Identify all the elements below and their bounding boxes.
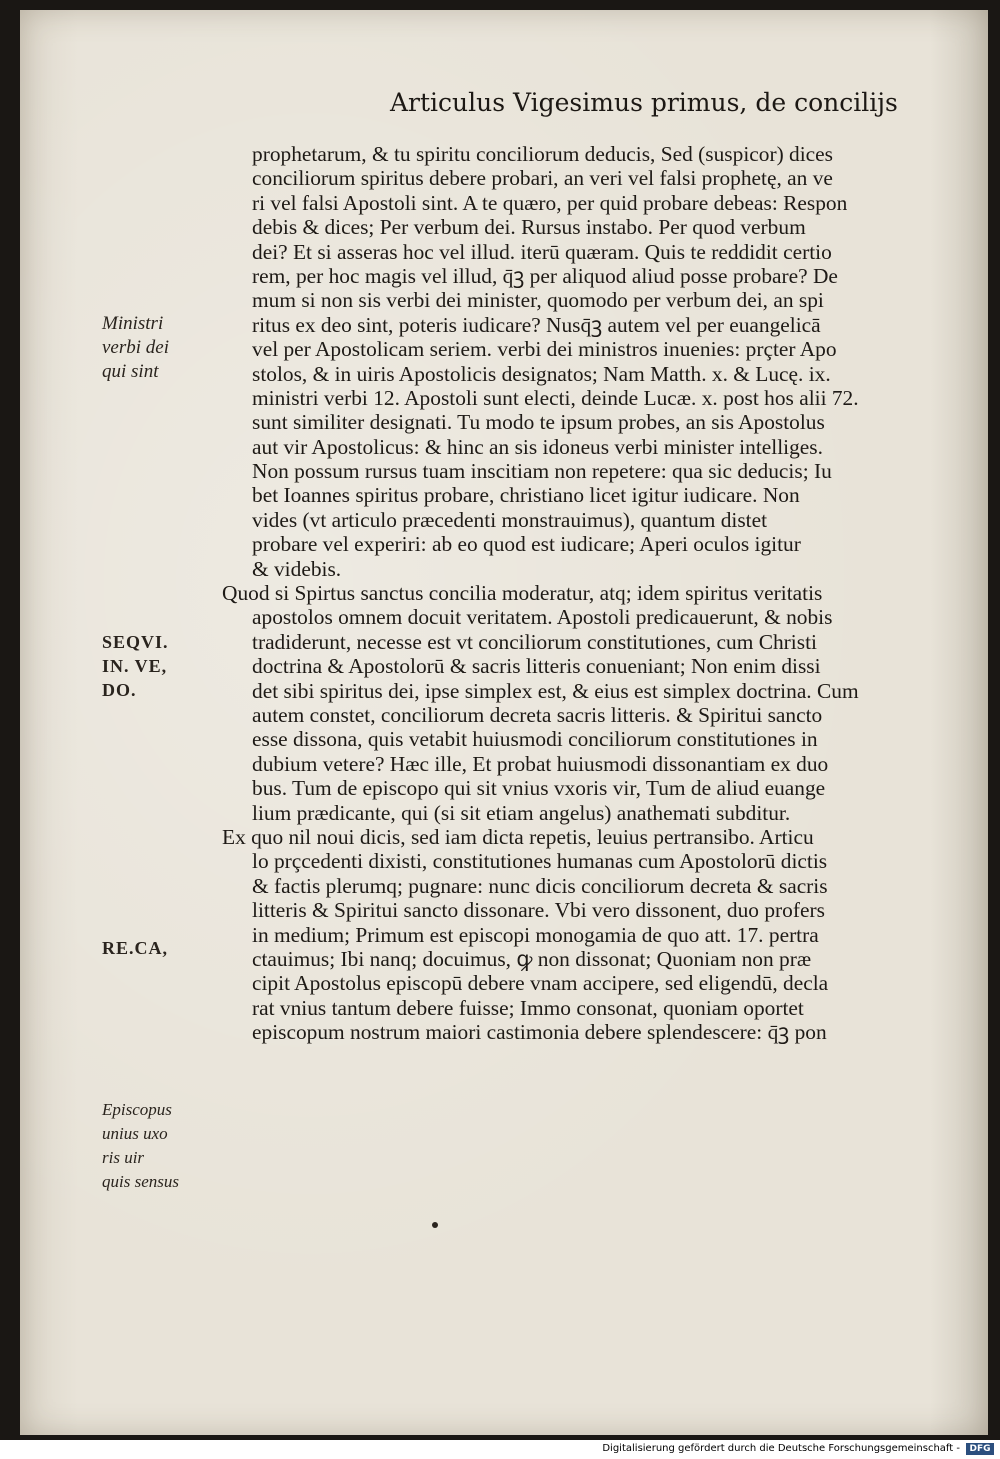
margin-note-ministri xyxy=(102,312,169,384)
margin-note-episcopus xyxy=(102,1098,179,1194)
text-line: autem constet, conciliorum decreta sacris litteris. & Spiritui sancto xyxy=(252,702,823,727)
text-line: doctrina & Apostolorū & sacris litteris conueniant; Non enim dissi xyxy=(252,654,821,679)
running-title: Articulus Vigesimus primus, de concilijs xyxy=(390,88,898,117)
text-line: prophetarum, & tu spiritu conciliorum deducis, Sed (suspicor) dices xyxy=(252,142,833,166)
margin-note-line: verbi dei xyxy=(102,337,170,358)
text-line: debis & dices; Per verbum dei. Rursus instabo. Per quod verbum xyxy=(252,215,806,240)
text-line: det sibi spiritus dei, ipse simplex est, & eius est simplex doctrina. Cum xyxy=(252,678,859,703)
margin-note-line: IN. VE, xyxy=(102,656,168,676)
text-line: apostolos omnem docuit veritatem. Apostoli predicauerunt, & nobis xyxy=(252,605,833,630)
text-line: mum si non sis verbi dei minister, quomodo per verbum dei, an spi xyxy=(252,288,824,313)
text-line: aut vir Apostolicus: & hinc an sis idoneus verbi minister intelliges. xyxy=(252,434,823,459)
text-line: ri vel falsi Apostoli sint. A te quæro, per quid probare debeas: Respon xyxy=(252,190,848,215)
text-line: rat vnius tantum debere fuisse; Immo consonat, quoniam oportet xyxy=(252,995,804,1020)
text-line: lo prçcedenti dixisti, constitutiones humanas cum Apostolorū dictis xyxy=(252,849,828,874)
text-line: stolos, & in uiris Apostolicis designatos; Nam Matth. x. & Lucę. ix. xyxy=(252,361,831,386)
body-text xyxy=(222,142,952,1045)
footer-funding-note: Digitalisierung gefördert durch die Deutsche Forschungsgemeinschaft - xyxy=(602,1443,960,1454)
margin-note-line: ris uir xyxy=(102,1148,145,1167)
text-line: vides (vt articulo præcedenti monstrauimus), quantum distet xyxy=(252,507,768,532)
margin-note-line: qui sint xyxy=(102,361,159,382)
margin-note-recapitulatio xyxy=(102,936,168,960)
text-line: episcopum nostrum maiori castimonia debere splendescere: q̄ꝫ pon xyxy=(252,1020,827,1045)
text-line: ministri verbi 12. Apostoli sunt electi, deinde Lucæ. x. post hos alii 72. xyxy=(252,385,859,410)
text-line: conciliorum spiritus debere probari, an veri vel falsi prophetę, an ve xyxy=(252,166,833,191)
margin-note-sequitur xyxy=(102,630,169,702)
text-line: Ex quo nil noui dicis, sed iam dicta repetis, leuius pertransibo. Articu xyxy=(222,824,814,849)
margin-note-line: SEQVI. xyxy=(102,632,169,652)
text-line: cipit Apostolus episcopū debere vnam accipere, sed eligendū, decla xyxy=(252,971,829,996)
text-line: bet Ioannes spiritus probare, christiano licet igitur iudicare. Non xyxy=(252,483,800,508)
book-page xyxy=(20,10,988,1435)
margin-note-line: DO. xyxy=(102,680,137,700)
dfg-logo: DFG xyxy=(966,1443,994,1455)
text-line: lium prædicante, qui (si sit etiam angelus) anathemati subditur. xyxy=(252,800,791,825)
text-line: rem, per hoc magis vel illud, q̄ꝫ per aliquod aliud posse probare? De xyxy=(252,263,838,288)
text-line: sunt similiter designati. Tu modo te ipsum probes, an sis Apostolus xyxy=(252,410,825,435)
text-line: & videbis. xyxy=(252,556,342,581)
margin-note-line: RE.CA, xyxy=(102,938,169,958)
text-line: vel per Apostolicam seriem. verbi dei ministros inuenies: prçter Apo xyxy=(252,337,837,362)
text-line: in medium; Primum est episcopi monogamia de quo att. 17. pertra xyxy=(252,922,819,947)
text-line: tradiderunt, necesse est vt conciliorum constitutiones, cum Christi xyxy=(252,629,817,654)
text-line: & factis plerumq; pugnare: nunc dicis conciliorum decreta & sacris xyxy=(252,873,828,898)
text-line: Quod si Spirtus sanctus concilia moderatur, atq; idem spiritus veritatis xyxy=(222,581,823,606)
text-line: litteris & Spiritui sancto dissonare. Vbi vero dissonent, duo profers xyxy=(252,898,825,923)
text-line: probare vel experiri: ab eo quod est iudicare; Aperi oculos igitur xyxy=(252,532,801,557)
text-line: dei? Et si asseras hoc vel illud. iterū quæram. Quis te reddidit certio xyxy=(252,239,832,264)
margin-note-line: unius uxo xyxy=(102,1124,168,1143)
text-line: esse dissona, quis vetabit huiusmodi conciliorum constitutiones in xyxy=(252,727,818,752)
text-line: bus. Tum de episcopo qui sit vnius vxoris vir, Tum de aliud euange xyxy=(252,776,826,801)
ink-dot xyxy=(432,1222,438,1228)
text-line: Non possum rursus tuam inscitiam non repetere: qua sic deducis; Iu xyxy=(252,459,832,484)
margin-note-line: Ministri xyxy=(102,313,164,334)
text-line: ctauimus; Ibi nanq; docuimus, ꝙ non dissonat; Quoniam non præ xyxy=(252,946,812,971)
text-line: dubium vetere? Hæc ille, Et probat huiusmodi dissonantiam ex duo xyxy=(252,751,829,776)
margin-note-line: Episcopus xyxy=(102,1100,172,1119)
margin-note-line: quis sensus xyxy=(102,1172,179,1191)
text-line: ritus ex deo sint, poteris iudicare? Nusq̄ꝫ autem vel per euangelicā xyxy=(252,312,821,337)
